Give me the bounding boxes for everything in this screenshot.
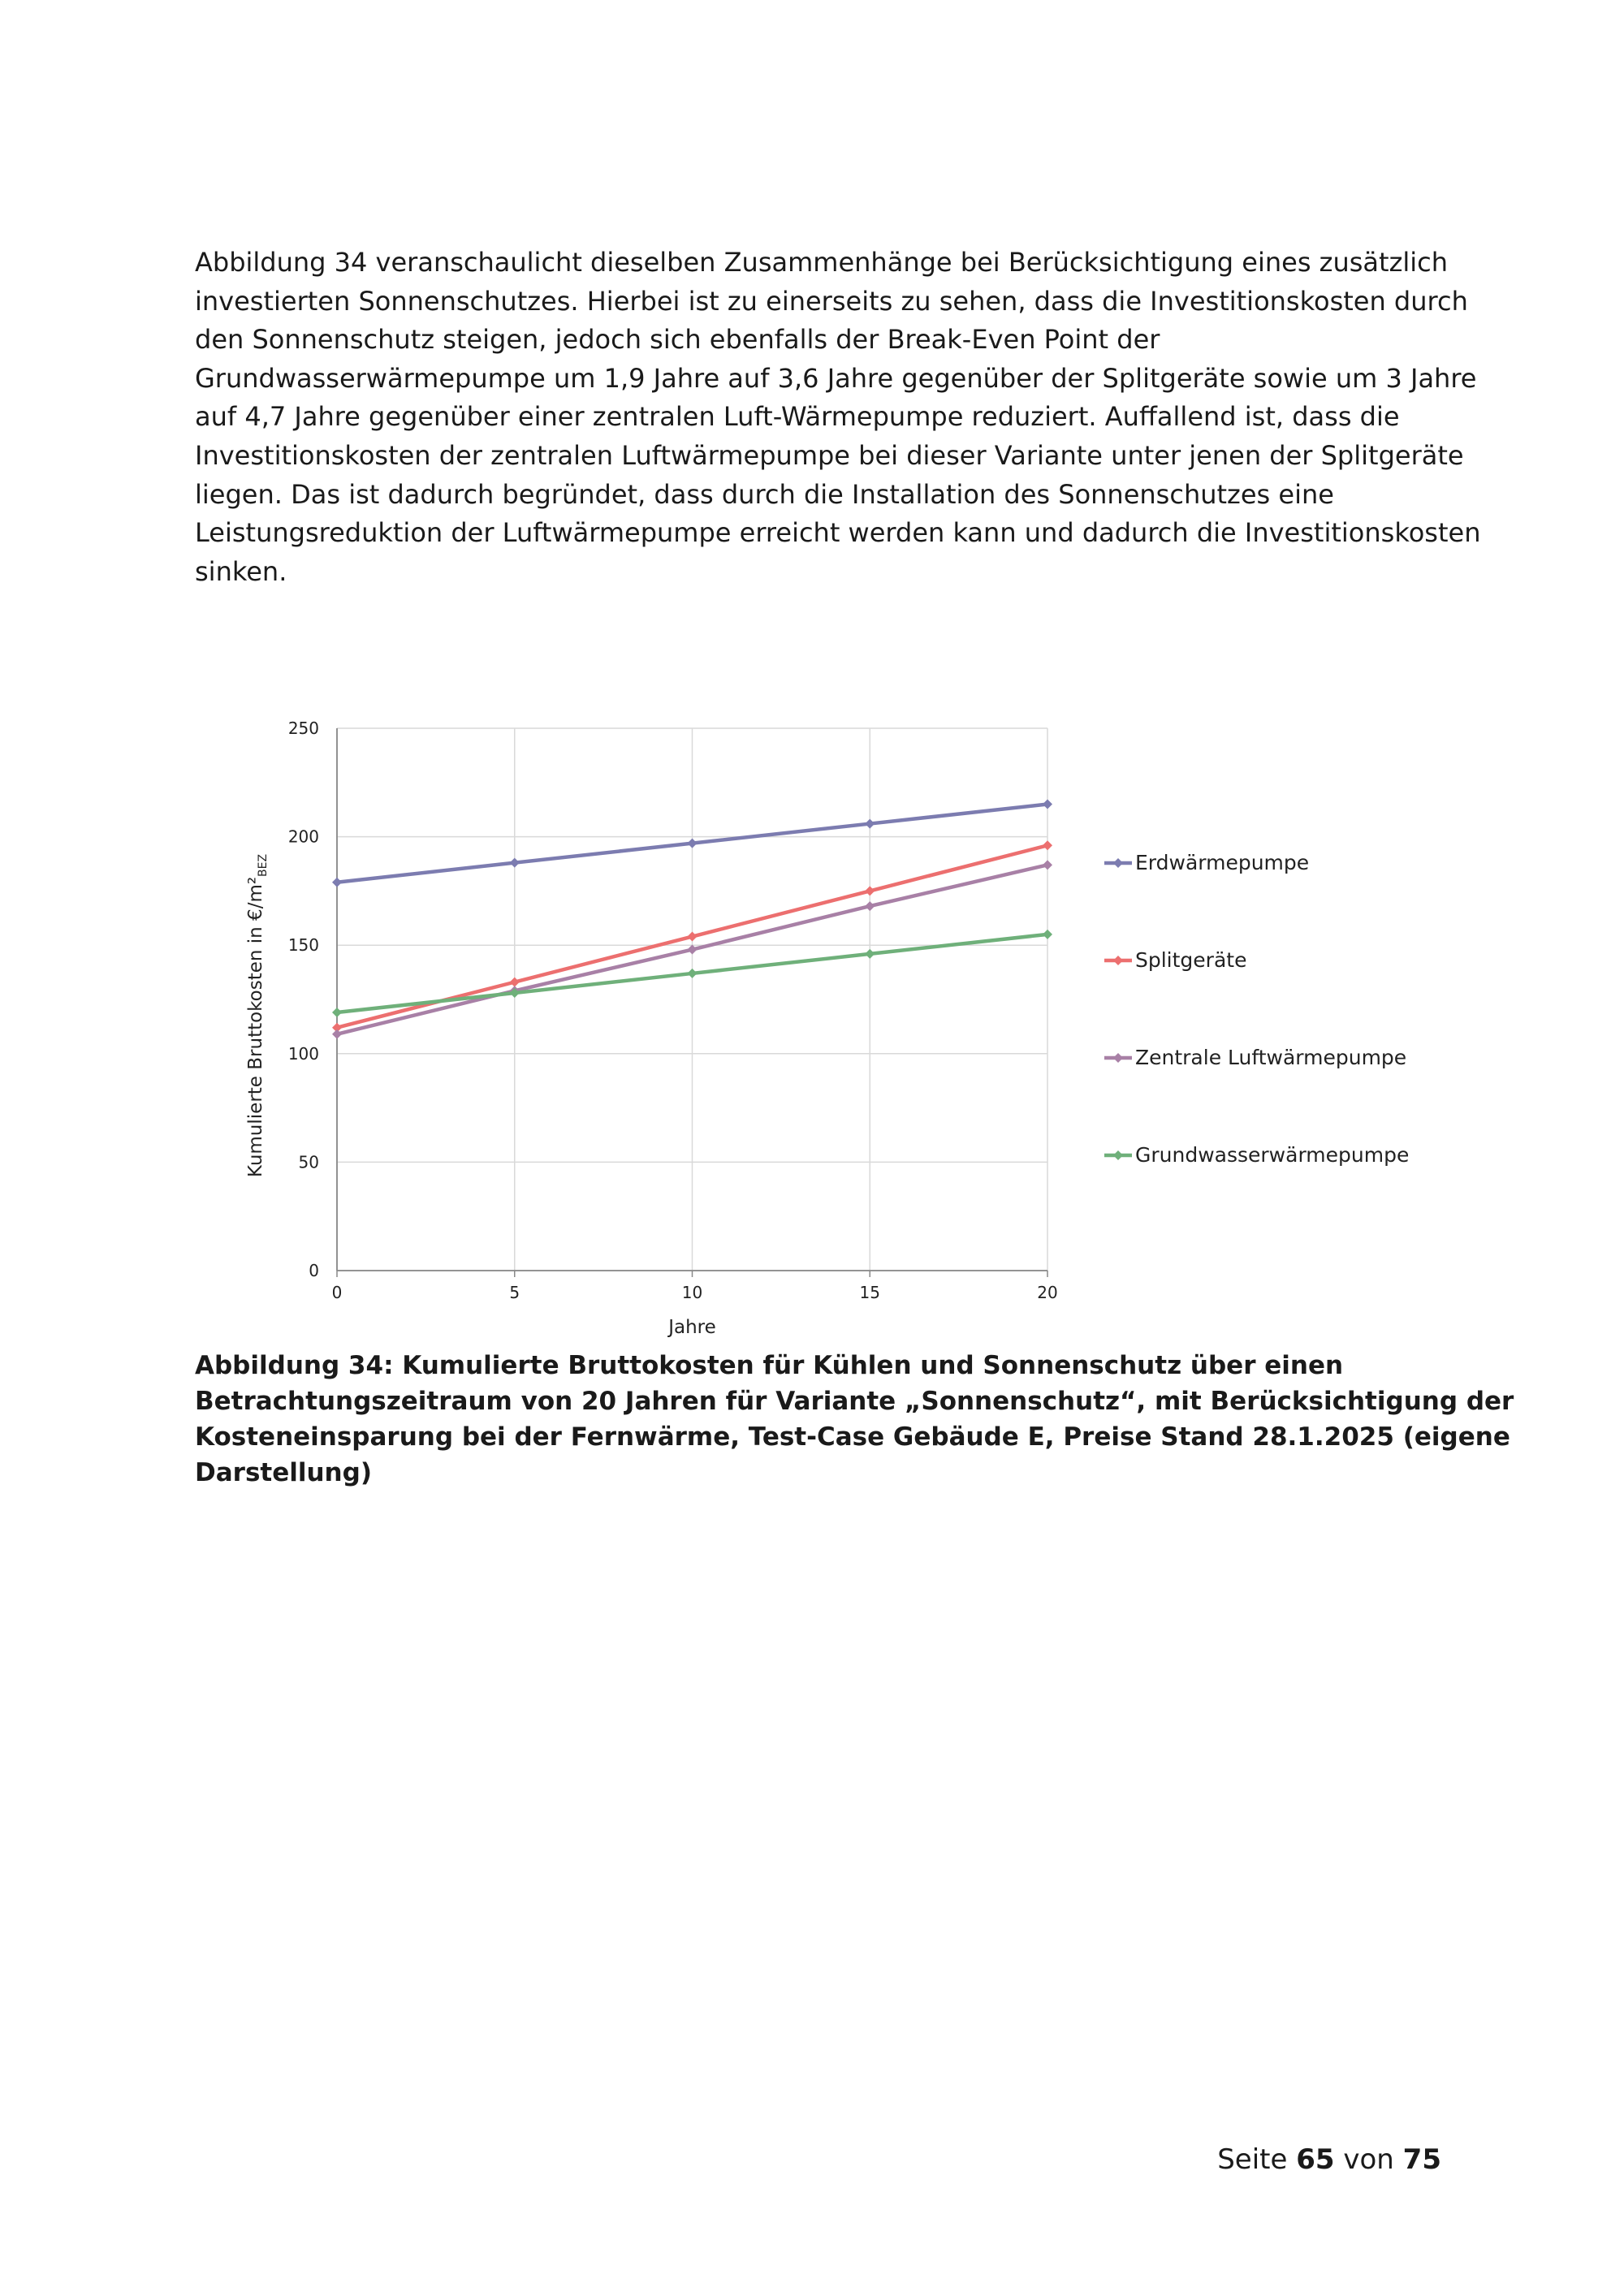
y-axis-label-main: Kumulierte Bruttokosten in €/m² [245, 876, 266, 1178]
y-tick-label: 200 [287, 826, 319, 847]
legend-swatch-marker [1113, 858, 1123, 868]
legend-swatch-marker [1113, 956, 1123, 965]
caption-line: Betrachtungszeitraum von 20 Jahren für Variante „Sonnenschutz“, mit Berücksichtigung der [195, 1387, 1514, 1416]
figure-caption [195, 1348, 1514, 1491]
line-chart [227, 698, 1445, 1348]
chart-canvas [227, 698, 1445, 1348]
paragraph-line: Leistungsreduktion der Luftwärmepumpe erreicht werden kann und dadurch die Investitionskosten [195, 517, 1481, 549]
legend-entry [1104, 948, 1246, 972]
chart-legend [1104, 851, 1409, 1167]
caption-line: Darstellung) [195, 1458, 372, 1487]
paragraph-line: auf 4,7 Jahre gegenüber einer zentralen Luft-Wärmepumpe reduziert. Auffallend ist, dass die [195, 401, 1400, 433]
page-footer [1217, 2143, 1441, 2176]
x-tick-label: 0 [331, 1283, 343, 1302]
legend-label: Erdwärmepumpe [1135, 851, 1310, 874]
data-point [688, 969, 698, 978]
body-paragraph [195, 244, 1481, 591]
x-tick-label: 15 [859, 1283, 880, 1302]
paragraph-line: Investitionskosten der zentralen Luftwärmepumpe bei dieser Variante unter jenen der Splitgeräte [195, 439, 1464, 471]
data-point [332, 878, 342, 887]
x-tick-label: 20 [1037, 1283, 1058, 1302]
current-page-number: 65 [1296, 2143, 1335, 2176]
footer-middle: von [1343, 2143, 1394, 2176]
legend-label: Zentrale Luftwärmepumpe [1135, 1046, 1407, 1069]
data-point [332, 1029, 342, 1039]
data-point [1043, 860, 1052, 870]
legend-swatch-marker [1113, 1053, 1123, 1063]
paragraph-line: den Sonnenschutz steigen, jedoch sich ebenfalls der Break-Even Point der [195, 324, 1160, 356]
y-tick-label: 100 [287, 1043, 319, 1064]
y-tick-label: 50 [298, 1152, 319, 1172]
x-axis-label: Jahre [668, 1317, 716, 1338]
legend-entry [1104, 851, 1309, 874]
y-tick-label: 0 [309, 1261, 319, 1280]
data-point [688, 839, 698, 848]
data-point [510, 858, 520, 868]
legend-label: Splitgeräte [1135, 948, 1247, 972]
data-point [865, 886, 875, 896]
data-point [688, 945, 698, 955]
data-point [865, 949, 875, 959]
paragraph-line: liegen. Das ist dadurch begründet, dass durch die Installation des Sonnenschutzes eine [195, 478, 1334, 510]
y-tick-label: 250 [287, 719, 319, 738]
data-point [1043, 800, 1052, 809]
paragraph-line: sinken. [195, 555, 287, 587]
paragraph-line: Abbildung 34 veranschaulicht dieselben Zusammenhänge bei Berücksichtigung eines zusätzlich [195, 247, 1449, 278]
legend-entry [1104, 1046, 1406, 1069]
data-point [1043, 840, 1052, 850]
legend-swatch-marker [1113, 1150, 1123, 1160]
footer-prefix: Seite [1217, 2143, 1288, 2176]
data-point [332, 1008, 342, 1017]
data-point [688, 932, 698, 942]
paragraph-line: Grundwasserwärmepumpe um 1,9 Jahre auf 3,6 Jahre gegenüber der Splitgeräte sowie um 3 Jahre [195, 362, 1477, 394]
data-point [510, 978, 520, 987]
y-tick-label: 150 [287, 935, 319, 956]
x-tick-label: 5 [509, 1283, 520, 1302]
paragraph-line: investierten Sonnenschutzes. Hierbei ist zu einerseits zu sehen, dass die Investitionskosten durch [195, 285, 1468, 317]
total-pages: 75 [1402, 2143, 1441, 2176]
legend-entry [1104, 1143, 1409, 1167]
data-point [865, 819, 875, 829]
y-axis-label-subscript: BEZ [257, 853, 270, 877]
x-tick-label: 10 [681, 1283, 703, 1302]
y-axis-label [245, 854, 270, 1177]
caption-line: Abbildung 34: Kumulierte Bruttokosten für Kühlen und Sonnenschutz über einen [195, 1351, 1344, 1380]
data-point [865, 901, 875, 911]
caption-line: Kosteneinsparung bei der Fernwärme, Test-Case Gebäude E, Preise Stand 28.1.2025 (eigene [195, 1422, 1510, 1452]
data-point [1043, 930, 1052, 939]
legend-label: Grundwasserwärmepumpe [1135, 1143, 1410, 1167]
